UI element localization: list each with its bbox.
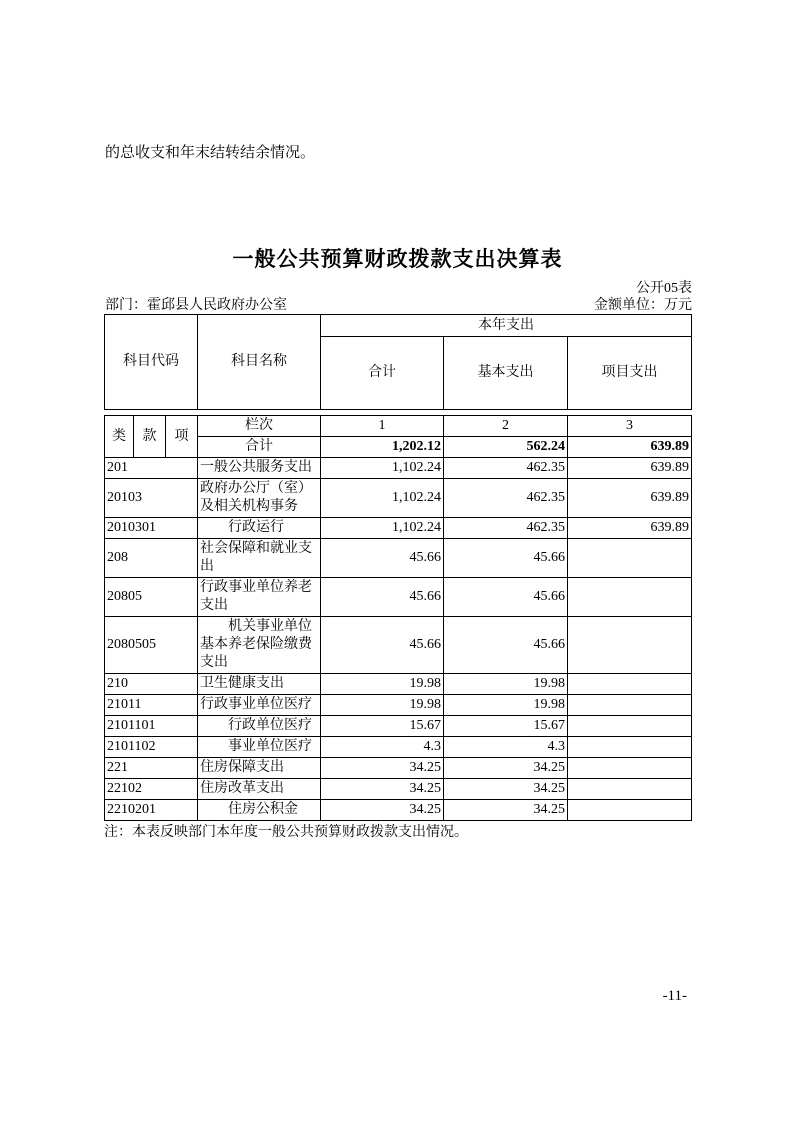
total-row-label: 合计 [198,437,321,458]
basic-expenditure-cell: 462.35 [444,479,568,518]
subject-name-cell: 行政事业单位养老支出 [198,578,321,617]
table-row [105,695,692,716]
column-number-2: 2 [444,416,568,437]
header-section: 款 [134,416,166,458]
table-row [105,578,692,617]
project-expenditure-cell [568,695,692,716]
basic-expenditure-cell: 45.66 [444,578,568,617]
project-expenditure-cell [568,758,692,779]
total-cell: 1,102.24 [321,518,444,539]
header-project-expenditure: 项目支出 [568,337,692,410]
header-item: 项 [166,416,198,458]
table-meta-row [105,294,692,314]
basic-expenditure-cell: 19.98 [444,695,568,716]
intro-paragraph: 的总收支和年末结转结余情况。 [105,145,316,161]
project-expenditure-cell: 639.89 [568,518,692,539]
table-note: 注：本表反映部门本年度一般公共预算财政拨款支出情况。 [104,825,468,840]
subject-code-cell: 22102 [105,779,198,800]
subject-name-cell: 行政事业单位医疗 [198,695,321,716]
unit-label: 金额单位：万元 [594,298,692,313]
basic-expenditure-cell: 34.25 [444,800,568,821]
subject-code-cell: 21011 [105,695,198,716]
total-cell: 19.98 [321,695,444,716]
total-cell: 1,102.24 [321,458,444,479]
project-expenditure-cell [568,800,692,821]
header-class: 类 [105,416,134,458]
column-number-1: 1 [321,416,444,437]
subject-name-cell: 社会保障和就业支出 [198,539,321,578]
table-row [105,479,692,518]
table-row [105,716,692,737]
project-expenditure-cell [568,539,692,578]
project-expenditure-cell: 639.89 [568,479,692,518]
subject-code-cell: 2101102 [105,737,198,758]
page-number: -11- [662,988,687,1004]
subject-code-cell: 20805 [105,578,198,617]
header-group-row [105,315,692,337]
project-expenditure-cell [568,617,692,674]
basic-expenditure-cell: 45.66 [444,539,568,578]
budget-table [104,314,692,842]
header-total: 合计 [321,337,444,410]
header-current-year-expenditure: 本年支出 [321,315,692,337]
table-row [105,800,692,821]
table-row [105,518,692,539]
table-body [105,416,692,821]
subject-code-cell: 2080505 [105,617,198,674]
subject-name-cell: 一般公共服务支出 [198,458,321,479]
project-expenditure-cell [568,716,692,737]
table-header-section [104,314,692,410]
basic-expenditure-cell: 34.25 [444,779,568,800]
grand-total-basic: 562.24 [444,437,568,458]
project-expenditure-cell [568,779,692,800]
total-cell: 1,102.24 [321,479,444,518]
total-cell: 34.25 [321,779,444,800]
subject-name-cell: 机关事业单位基本养老保险缴费支出 [198,617,321,674]
subject-name-cell: 行政运行 [198,518,321,539]
project-expenditure-cell [568,737,692,758]
department-label: 部门：霍邱县人民政府办公室 [105,298,287,313]
basic-expenditure-cell: 15.67 [444,716,568,737]
column-index-label: 栏次 [198,416,321,437]
basic-expenditure-cell: 45.66 [444,617,568,674]
table-row [105,758,692,779]
subject-code-cell: 201 [105,458,198,479]
total-cell: 45.66 [321,539,444,578]
basic-expenditure-cell: 462.35 [444,518,568,539]
subject-name-cell: 住房公积金 [198,800,321,821]
page-title: 一般公共预算财政拨款支出决算表 [232,247,563,271]
subject-code-cell: 2101101 [105,716,198,737]
basic-expenditure-cell: 4.3 [444,737,568,758]
basic-expenditure-cell: 34.25 [444,758,568,779]
subject-code-cell: 210 [105,674,198,695]
subject-code-cell: 2010301 [105,518,198,539]
table-body-section [104,415,692,821]
subject-name-cell: 住房保障支出 [198,758,321,779]
table-code-label: 公开05表 [636,281,692,296]
table-row [105,539,692,578]
column-index-row [105,416,692,437]
subject-code-cell: 20103 [105,479,198,518]
total-cell: 15.67 [321,716,444,737]
subject-code-cell: 2210201 [105,800,198,821]
basic-expenditure-cell: 19.98 [444,674,568,695]
total-cell: 45.66 [321,578,444,617]
subject-code-cell: 208 [105,539,198,578]
subject-name-cell: 事业单位医疗 [198,737,321,758]
subject-name-cell: 政府办公厅（室）及相关机构事务 [198,479,321,518]
subject-name-cell: 行政单位医疗 [198,716,321,737]
grand-total-project: 639.89 [568,437,692,458]
subject-code-cell: 221 [105,758,198,779]
table-row [105,458,692,479]
header-basic-expenditure: 基本支出 [444,337,568,410]
table-row [105,674,692,695]
total-cell: 19.98 [321,674,444,695]
total-cell: 4.3 [321,737,444,758]
basic-expenditure-cell: 462.35 [444,458,568,479]
column-number-3: 3 [568,416,692,437]
header-subject-name: 科目名称 [198,315,321,410]
total-cell: 45.66 [321,617,444,674]
project-expenditure-cell: 639.89 [568,458,692,479]
project-expenditure-cell [568,674,692,695]
project-expenditure-cell [568,578,692,617]
subject-name-cell: 住房改革支出 [198,779,321,800]
table-row [105,779,692,800]
total-cell: 34.25 [321,800,444,821]
header-subject-code: 科目代码 [105,315,198,410]
subject-name-cell: 卫生健康支出 [198,674,321,695]
table-row [105,737,692,758]
total-cell: 34.25 [321,758,444,779]
grand-total-total: 1,202.12 [321,437,444,458]
table-row [105,617,692,674]
